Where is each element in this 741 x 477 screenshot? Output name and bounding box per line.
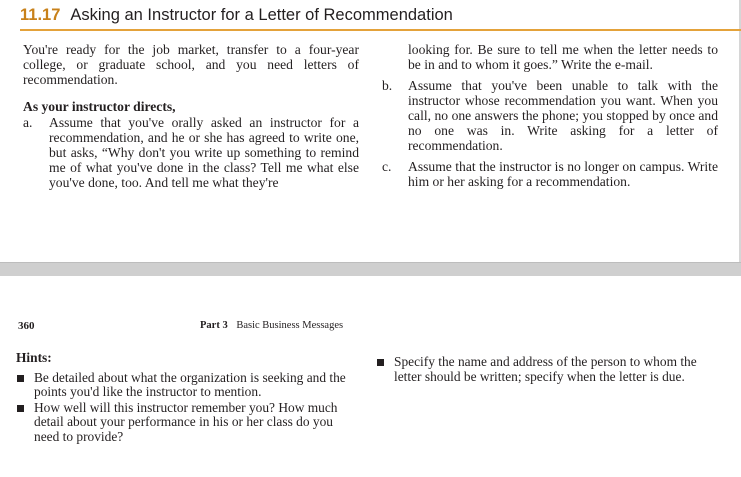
item-text: Assume that the instructor is no longer on campus. Write him or her asking for a recommendation. xyxy=(408,159,718,189)
hint-text: Be detailed about what the organization is seeking and the points you'd like the instructor to mention. xyxy=(34,369,346,399)
section-heading xyxy=(20,6,741,25)
section-title: Asking an Instructor for a Letter of Recommendation xyxy=(70,6,453,24)
item-text: Assume that you've orally asked an instructor for a recommendation, and he or she has agreed to write one, but asks, “Why don't you write up something to remind me of what you've done in the class? Tell me what else you've done, too. And tell me what they're xyxy=(49,115,359,190)
item-letter: c. xyxy=(382,159,392,174)
square-bullet-icon xyxy=(17,405,24,412)
left-column xyxy=(23,42,359,190)
list-item-c xyxy=(382,159,718,189)
list-item-b xyxy=(382,78,718,153)
square-bullet-icon xyxy=(377,359,384,366)
right-column xyxy=(382,42,718,189)
item-letter: a. xyxy=(23,115,33,130)
hint-item xyxy=(376,355,716,384)
hints-title: Hints: xyxy=(16,350,52,365)
list-item-a-continued: looking for. Be sure to tell me when the letter needs to be in and to whom it goes.” Write the e-mail. xyxy=(408,42,718,72)
instructions-subhead: As your instructor directs, xyxy=(23,99,176,114)
page-break-divider xyxy=(0,262,741,277)
hint-text: How well will this instructor remember you? How much detail about your performance in his or her class do you need to provide? xyxy=(34,399,338,444)
hints-right-column xyxy=(376,355,716,385)
heading-rule xyxy=(20,29,741,31)
section-number: 11.17 xyxy=(20,6,61,24)
item-letter: b. xyxy=(382,78,393,93)
intro-paragraph: You're ready for the job market, transfer to a four-year college, or graduate school, and you need letters of recommendation. xyxy=(23,42,359,87)
item-text: Assume that you've been unable to talk with the instructor whose recommendation you want. When you call, no one answers the phone; you stopped by once and no one was in. Write asking for a letter of recommendation. xyxy=(408,78,718,153)
list-item-a xyxy=(23,115,359,190)
hint-item xyxy=(16,401,346,445)
hints-left-column xyxy=(16,351,346,445)
part-label: Part 3 xyxy=(200,320,228,331)
running-head xyxy=(200,320,343,331)
hint-text: Specify the name and address of the person to whom the letter should be written; specify when the letter is due. xyxy=(394,354,697,384)
hint-item xyxy=(16,371,346,400)
square-bullet-icon xyxy=(17,375,24,382)
part-title: Basic Business Messages xyxy=(236,320,344,331)
page-number: 360 xyxy=(18,320,35,332)
